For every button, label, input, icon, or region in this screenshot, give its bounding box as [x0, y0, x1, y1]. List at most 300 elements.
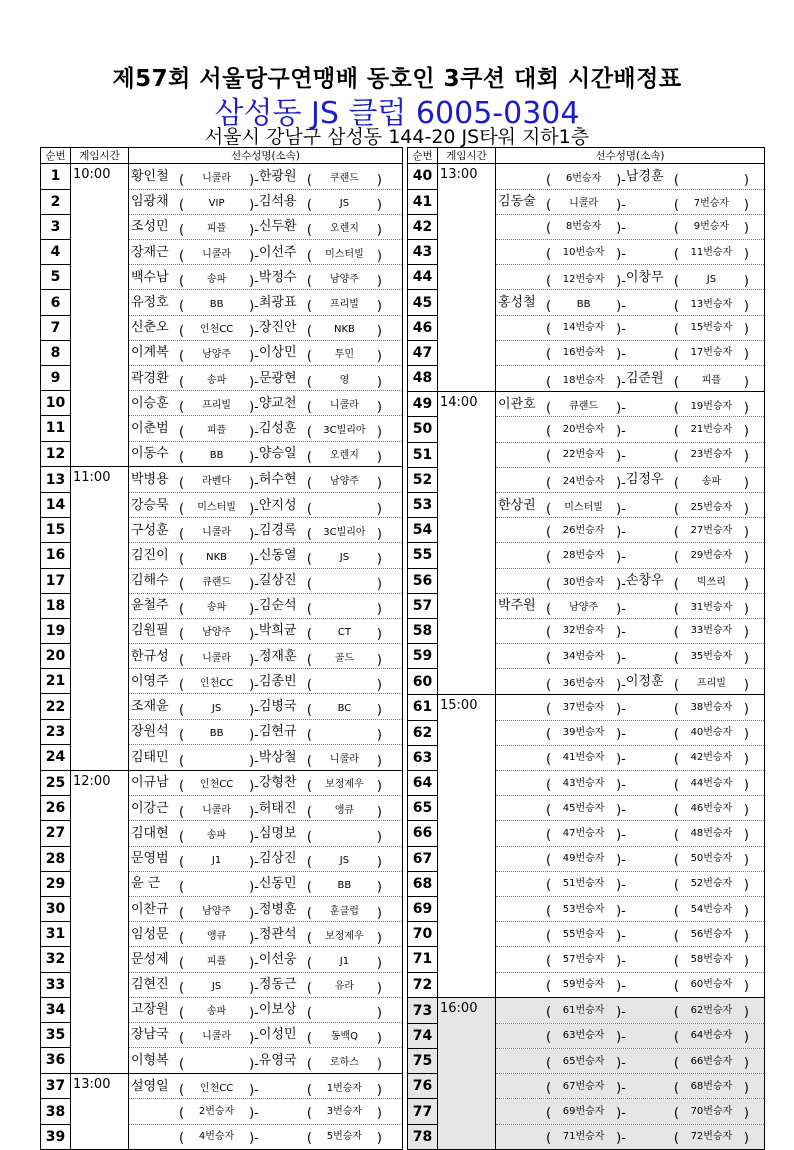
separator: (: [306, 526, 312, 542]
separator: (: [179, 955, 185, 971]
game-number: 27: [41, 821, 71, 846]
separator: ): [376, 627, 382, 643]
game-number: 72: [408, 972, 438, 998]
match-players: [496, 189, 765, 214]
separator: (: [546, 1005, 552, 1021]
player-1-club: 앵큐: [206, 930, 227, 942]
player-1-name: 박병용: [131, 472, 169, 488]
separator: (: [179, 450, 185, 466]
separator: (: [306, 1131, 312, 1147]
game-number: 78: [408, 1124, 438, 1150]
player-1-club: 인천CC: [199, 1082, 234, 1094]
separator: )-: [249, 855, 259, 871]
separator: )-: [249, 248, 259, 264]
player-2-club: 3C빌리아: [323, 424, 366, 436]
match-players: [496, 922, 765, 947]
match-players: [129, 366, 403, 391]
separator: )-: [249, 198, 259, 214]
separator: )-: [249, 501, 259, 517]
game-number: 35: [41, 1022, 71, 1047]
player-1-name: 김해수: [131, 573, 169, 589]
match-players: [129, 947, 403, 972]
separator: )-: [616, 678, 626, 694]
separator: (: [546, 602, 552, 618]
player-1-name: 곽경환: [131, 370, 169, 386]
table-row: [41, 441, 403, 467]
player-1-name: 구성훈: [131, 522, 169, 538]
player-1-club: 51번승자: [562, 878, 605, 890]
separator: (: [306, 273, 312, 289]
game-time: [438, 720, 496, 745]
game-time: [71, 441, 129, 467]
separator: (: [306, 930, 312, 946]
separator: (: [306, 324, 312, 340]
separator: (: [306, 880, 312, 896]
game-number: 74: [408, 1023, 438, 1048]
player-1-club: 45번승자: [562, 802, 605, 814]
player-2-club: 남양주: [329, 273, 359, 285]
separator: (: [179, 804, 185, 820]
match-players: [129, 796, 403, 821]
game-time: [71, 265, 129, 290]
separator: (: [673, 172, 679, 188]
game-number: 62: [408, 720, 438, 745]
player-1-club: 피플: [206, 223, 227, 235]
game-number: 24: [41, 744, 71, 770]
player-1-club: VIP: [208, 198, 225, 210]
player-2-club: BC: [337, 703, 352, 715]
match-players: [129, 770, 403, 796]
separator: )-: [616, 1131, 626, 1147]
player-2-name: 김석용: [258, 194, 297, 210]
match-players: [129, 290, 403, 315]
separator: (: [179, 299, 185, 315]
separator: )-: [249, 753, 259, 769]
match-players: [129, 240, 403, 265]
table-row: [408, 871, 765, 896]
game-time: 16:00: [438, 998, 496, 1024]
separator: (: [179, 703, 185, 719]
separator: (: [546, 827, 552, 843]
player-1-club: 16번승자: [562, 347, 605, 359]
player-2-club: 23번승자: [690, 449, 733, 461]
separator: (: [546, 928, 552, 944]
table-row: [41, 366, 403, 391]
separator: )-: [616, 246, 626, 262]
table-row: [408, 543, 765, 568]
game-number: 25: [41, 770, 71, 796]
player-2-club: 보정제우: [325, 930, 364, 942]
game-time: [71, 719, 129, 744]
separator: ): [376, 424, 382, 440]
game-time: [71, 922, 129, 947]
player-1-club: 55번승자: [562, 928, 605, 940]
separator: )-: [616, 524, 626, 540]
player-1-club: 니콜라: [202, 652, 232, 664]
separator: (: [673, 802, 679, 818]
game-number: 45: [408, 290, 438, 315]
game-time: [71, 644, 129, 669]
col-header-players: 선수성명(소속): [496, 148, 765, 164]
separator: )-: [616, 400, 626, 416]
player-2-club: 니콜라: [329, 399, 359, 411]
player-1-name: 임성문: [131, 926, 169, 942]
table-row: [408, 467, 765, 492]
separator: )-: [249, 324, 259, 340]
player-2-club: 니콜라: [329, 753, 359, 765]
separator: ): [743, 1055, 749, 1071]
separator: ): [743, 650, 749, 666]
separator: (: [673, 1080, 679, 1096]
game-number: 42: [408, 214, 438, 239]
player-1-name: 김대현: [131, 825, 169, 841]
player-1-name: 백수남: [131, 269, 169, 285]
player-1-club: 8번승자: [565, 221, 602, 233]
separator: )-: [616, 777, 626, 793]
player-1-club: 65번승자: [562, 1055, 605, 1067]
player-2-name: 길상진: [258, 573, 297, 589]
table-row: [41, 947, 403, 972]
player-2-club: 앵큐: [334, 804, 355, 816]
table-row: [408, 265, 765, 290]
player-2-name: 정재훈: [258, 648, 297, 664]
separator: )-: [616, 549, 626, 565]
separator: (: [546, 678, 552, 694]
separator: ): [376, 172, 382, 188]
player-2-name: 이선주: [258, 244, 297, 260]
game-time: [438, 265, 496, 290]
separator: )-: [249, 905, 259, 921]
separator: (: [179, 476, 185, 492]
separator: ): [376, 728, 382, 744]
game-number: 47: [408, 340, 438, 365]
player-2-club: 남양주: [329, 476, 359, 488]
separator: (: [306, 1031, 312, 1047]
game-number: 22: [41, 694, 71, 719]
table-row: [408, 315, 765, 340]
table-row: [408, 947, 765, 972]
separator: (: [179, 349, 185, 365]
player-2-name: 김상진: [258, 851, 297, 867]
separator: )-: [616, 903, 626, 919]
table-row: [408, 922, 765, 947]
player-2-club: JS: [339, 198, 350, 210]
player-1-club: 니콜라: [202, 526, 232, 538]
player-1-club: 59번승자: [562, 979, 605, 991]
game-time: [71, 240, 129, 265]
match-players: [496, 694, 765, 720]
match-players: [129, 518, 403, 543]
match-players: [496, 442, 765, 467]
table-row: [41, 871, 403, 896]
separator: (: [306, 753, 312, 769]
separator: )-: [249, 779, 259, 795]
player-2-name: 이상민: [258, 345, 297, 361]
player-1-name: 유정호: [131, 295, 169, 311]
match-players: [129, 164, 403, 190]
game-number: 38: [41, 1099, 71, 1124]
separator: (: [306, 172, 312, 188]
separator: ): [376, 299, 382, 315]
match-players: [496, 290, 765, 315]
player-2-club: JS: [706, 273, 717, 285]
separator: (: [306, 424, 312, 440]
table-row: [41, 1124, 403, 1150]
player-1-name: 김진이: [131, 547, 169, 563]
separator: (: [179, 1131, 185, 1147]
player-1-club: 63번승자: [562, 1030, 605, 1042]
separator: (: [673, 501, 679, 517]
separator: ): [376, 981, 382, 997]
player-2-club: 64번승자: [690, 1030, 733, 1042]
separator: ): [743, 602, 749, 618]
separator: ): [743, 678, 749, 694]
separator: ): [376, 677, 382, 693]
separator: (: [673, 727, 679, 743]
player-1-name: 이영주: [131, 673, 169, 689]
separator: (: [546, 777, 552, 793]
separator: )-: [616, 347, 626, 363]
separator: ): [743, 577, 749, 593]
match-players: [129, 744, 403, 770]
game-time: [438, 922, 496, 947]
game-time: [438, 745, 496, 770]
game-time: [438, 771, 496, 796]
table-row: [41, 618, 403, 643]
separator: (: [673, 476, 679, 492]
game-number: 75: [408, 1049, 438, 1074]
match-players: [129, 896, 403, 921]
separator: (: [546, 246, 552, 262]
player-2-club: 11번승자: [690, 246, 733, 258]
table-row: [408, 214, 765, 239]
separator: (: [306, 577, 312, 593]
separator: (: [546, 727, 552, 743]
game-time: [71, 744, 129, 770]
player-1-club: 인천CC: [199, 677, 234, 689]
table-row: [41, 518, 403, 543]
separator: (: [673, 625, 679, 641]
game-number: 13: [41, 467, 71, 493]
player-1-club: 송파: [206, 1006, 227, 1018]
game-number: 66: [408, 821, 438, 846]
game-time: 13:00: [438, 164, 496, 190]
player-2-club: 56번승자: [690, 928, 733, 940]
game-number: 11: [41, 416, 71, 441]
separator: ): [743, 273, 749, 289]
separator: (: [179, 652, 185, 668]
separator: )-: [616, 878, 626, 894]
separator: )-: [249, 399, 259, 415]
match-players: [496, 214, 765, 239]
table-row: [408, 366, 765, 392]
separator: (: [673, 1055, 679, 1071]
match-players: [496, 1049, 765, 1074]
table-row: [41, 694, 403, 719]
player-2-name: 강형찬: [258, 775, 297, 791]
separator: )-: [616, 752, 626, 768]
game-number: 50: [408, 417, 438, 442]
player-2-name: 김현규: [258, 724, 297, 740]
separator: (: [306, 955, 312, 971]
match-players: [496, 240, 765, 265]
game-number: 44: [408, 265, 438, 290]
game-number: 17: [41, 568, 71, 593]
separator: (: [673, 678, 679, 694]
separator: )-: [249, 172, 259, 188]
separator: (: [306, 829, 312, 845]
separator: )-: [616, 953, 626, 969]
table-row: [408, 1049, 765, 1074]
table-row: [408, 821, 765, 846]
table-row: [408, 518, 765, 543]
separator: (: [179, 399, 185, 415]
match-players: [129, 467, 403, 493]
match-players: [129, 265, 403, 290]
separator: ): [743, 928, 749, 944]
player-2-club: 66번승자: [690, 1055, 733, 1067]
separator: (: [546, 322, 552, 338]
separator: (: [306, 602, 312, 618]
match-players: [129, 846, 403, 871]
separator: (: [546, 299, 552, 315]
separator: ): [743, 299, 749, 315]
table-row: [41, 1022, 403, 1047]
match-players: [496, 796, 765, 821]
separator: (: [673, 549, 679, 565]
match-players: [496, 391, 765, 417]
game-time: [438, 947, 496, 972]
player-1-club: 라벤다: [202, 476, 232, 488]
separator: )-: [616, 423, 626, 439]
separator: (: [306, 855, 312, 871]
game-number: 40: [408, 164, 438, 190]
player-2-name: 김종빈: [258, 673, 297, 689]
player-1-club: BB: [209, 728, 224, 740]
table-row: [41, 240, 403, 265]
table-row: [408, 1124, 765, 1150]
player-1-club: 69번승자: [562, 1106, 605, 1118]
table-row: [41, 568, 403, 593]
game-time: [438, 290, 496, 315]
separator: ): [376, 955, 382, 971]
game-time: [438, 1049, 496, 1074]
schedule-table-right: [407, 147, 765, 1150]
player-1-name: 김태민: [131, 749, 169, 765]
game-time: [71, 796, 129, 821]
separator: (: [179, 677, 185, 693]
player-1-club: 14번승자: [562, 322, 605, 334]
player-2-club: J1: [339, 955, 350, 967]
player-2-club: 보정제우: [325, 779, 364, 791]
separator: (: [673, 1106, 679, 1122]
match-players: [496, 669, 765, 695]
separator: )-: [249, 703, 259, 719]
player-1-club: 큐랜드: [202, 577, 232, 589]
separator: (: [673, 577, 679, 593]
separator: (: [546, 752, 552, 768]
player-2-club: BB: [337, 880, 352, 892]
table-row: [408, 568, 765, 593]
player-2-name: 허수현: [258, 472, 297, 488]
separator: )-: [249, 424, 259, 440]
player-2-club: 9번승자: [693, 221, 730, 233]
table-row: [41, 164, 403, 190]
match-players: [496, 164, 765, 190]
player-2-name: 양승일: [258, 446, 297, 462]
separator: (: [306, 804, 312, 820]
separator: (: [306, 905, 312, 921]
separator: (: [673, 602, 679, 618]
player-2-name: 박정수: [258, 269, 297, 285]
match-players: [129, 1073, 403, 1099]
separator: (: [673, 423, 679, 439]
game-time: [438, 593, 496, 618]
separator: (: [546, 524, 552, 540]
table-row: [408, 846, 765, 871]
player-1-club: 니콜라: [202, 1031, 232, 1043]
game-number: 28: [41, 846, 71, 871]
player-1-name: 신춘오: [131, 320, 169, 336]
separator: ): [743, 400, 749, 416]
table-row: [41, 189, 403, 214]
player-1-name: 황인철: [131, 168, 169, 184]
player-1-club: 송파: [206, 602, 227, 614]
table-row: [41, 1099, 403, 1124]
separator: (: [179, 248, 185, 264]
game-number: 67: [408, 846, 438, 871]
separator: (: [673, 827, 679, 843]
table-row: [41, 644, 403, 669]
player-1-name: 이동수: [131, 446, 169, 462]
player-2-club: 3번승자: [326, 1106, 363, 1118]
player-1-club: 36번승자: [562, 678, 605, 690]
separator: )-: [616, 322, 626, 338]
game-time: [71, 391, 129, 416]
separator: (: [673, 524, 679, 540]
player-1-club: JS: [211, 981, 222, 993]
game-number: 32: [41, 947, 71, 972]
game-number: 55: [408, 543, 438, 568]
game-time: [438, 543, 496, 568]
separator: (: [179, 981, 185, 997]
match-players: [129, 593, 403, 618]
player-2-club: 42번승자: [690, 752, 733, 764]
separator: )-: [249, 627, 259, 643]
separator: )-: [616, 1030, 626, 1046]
separator: )-: [616, 1005, 626, 1021]
separator: (: [673, 246, 679, 262]
separator: ): [376, 349, 382, 365]
separator: (: [179, 526, 185, 542]
separator: (: [546, 878, 552, 894]
match-players: [496, 467, 765, 492]
player-2-club: 골드: [334, 652, 355, 664]
separator: )-: [616, 1055, 626, 1071]
separator: (: [546, 501, 552, 517]
player-2-club: 58번승자: [690, 953, 733, 965]
separator: (: [546, 221, 552, 237]
separator: )-: [249, 526, 259, 542]
player-2-club: JS: [339, 551, 350, 563]
table-row: [408, 972, 765, 998]
player-2-club: 동백Q: [330, 1031, 359, 1043]
match-players: [129, 1022, 403, 1047]
separator: (: [546, 549, 552, 565]
match-players: [129, 543, 403, 568]
venue-name: 삼성동 JS 클럽 6005-0304: [214, 96, 580, 131]
player-1-club: 인천CC: [199, 779, 234, 791]
